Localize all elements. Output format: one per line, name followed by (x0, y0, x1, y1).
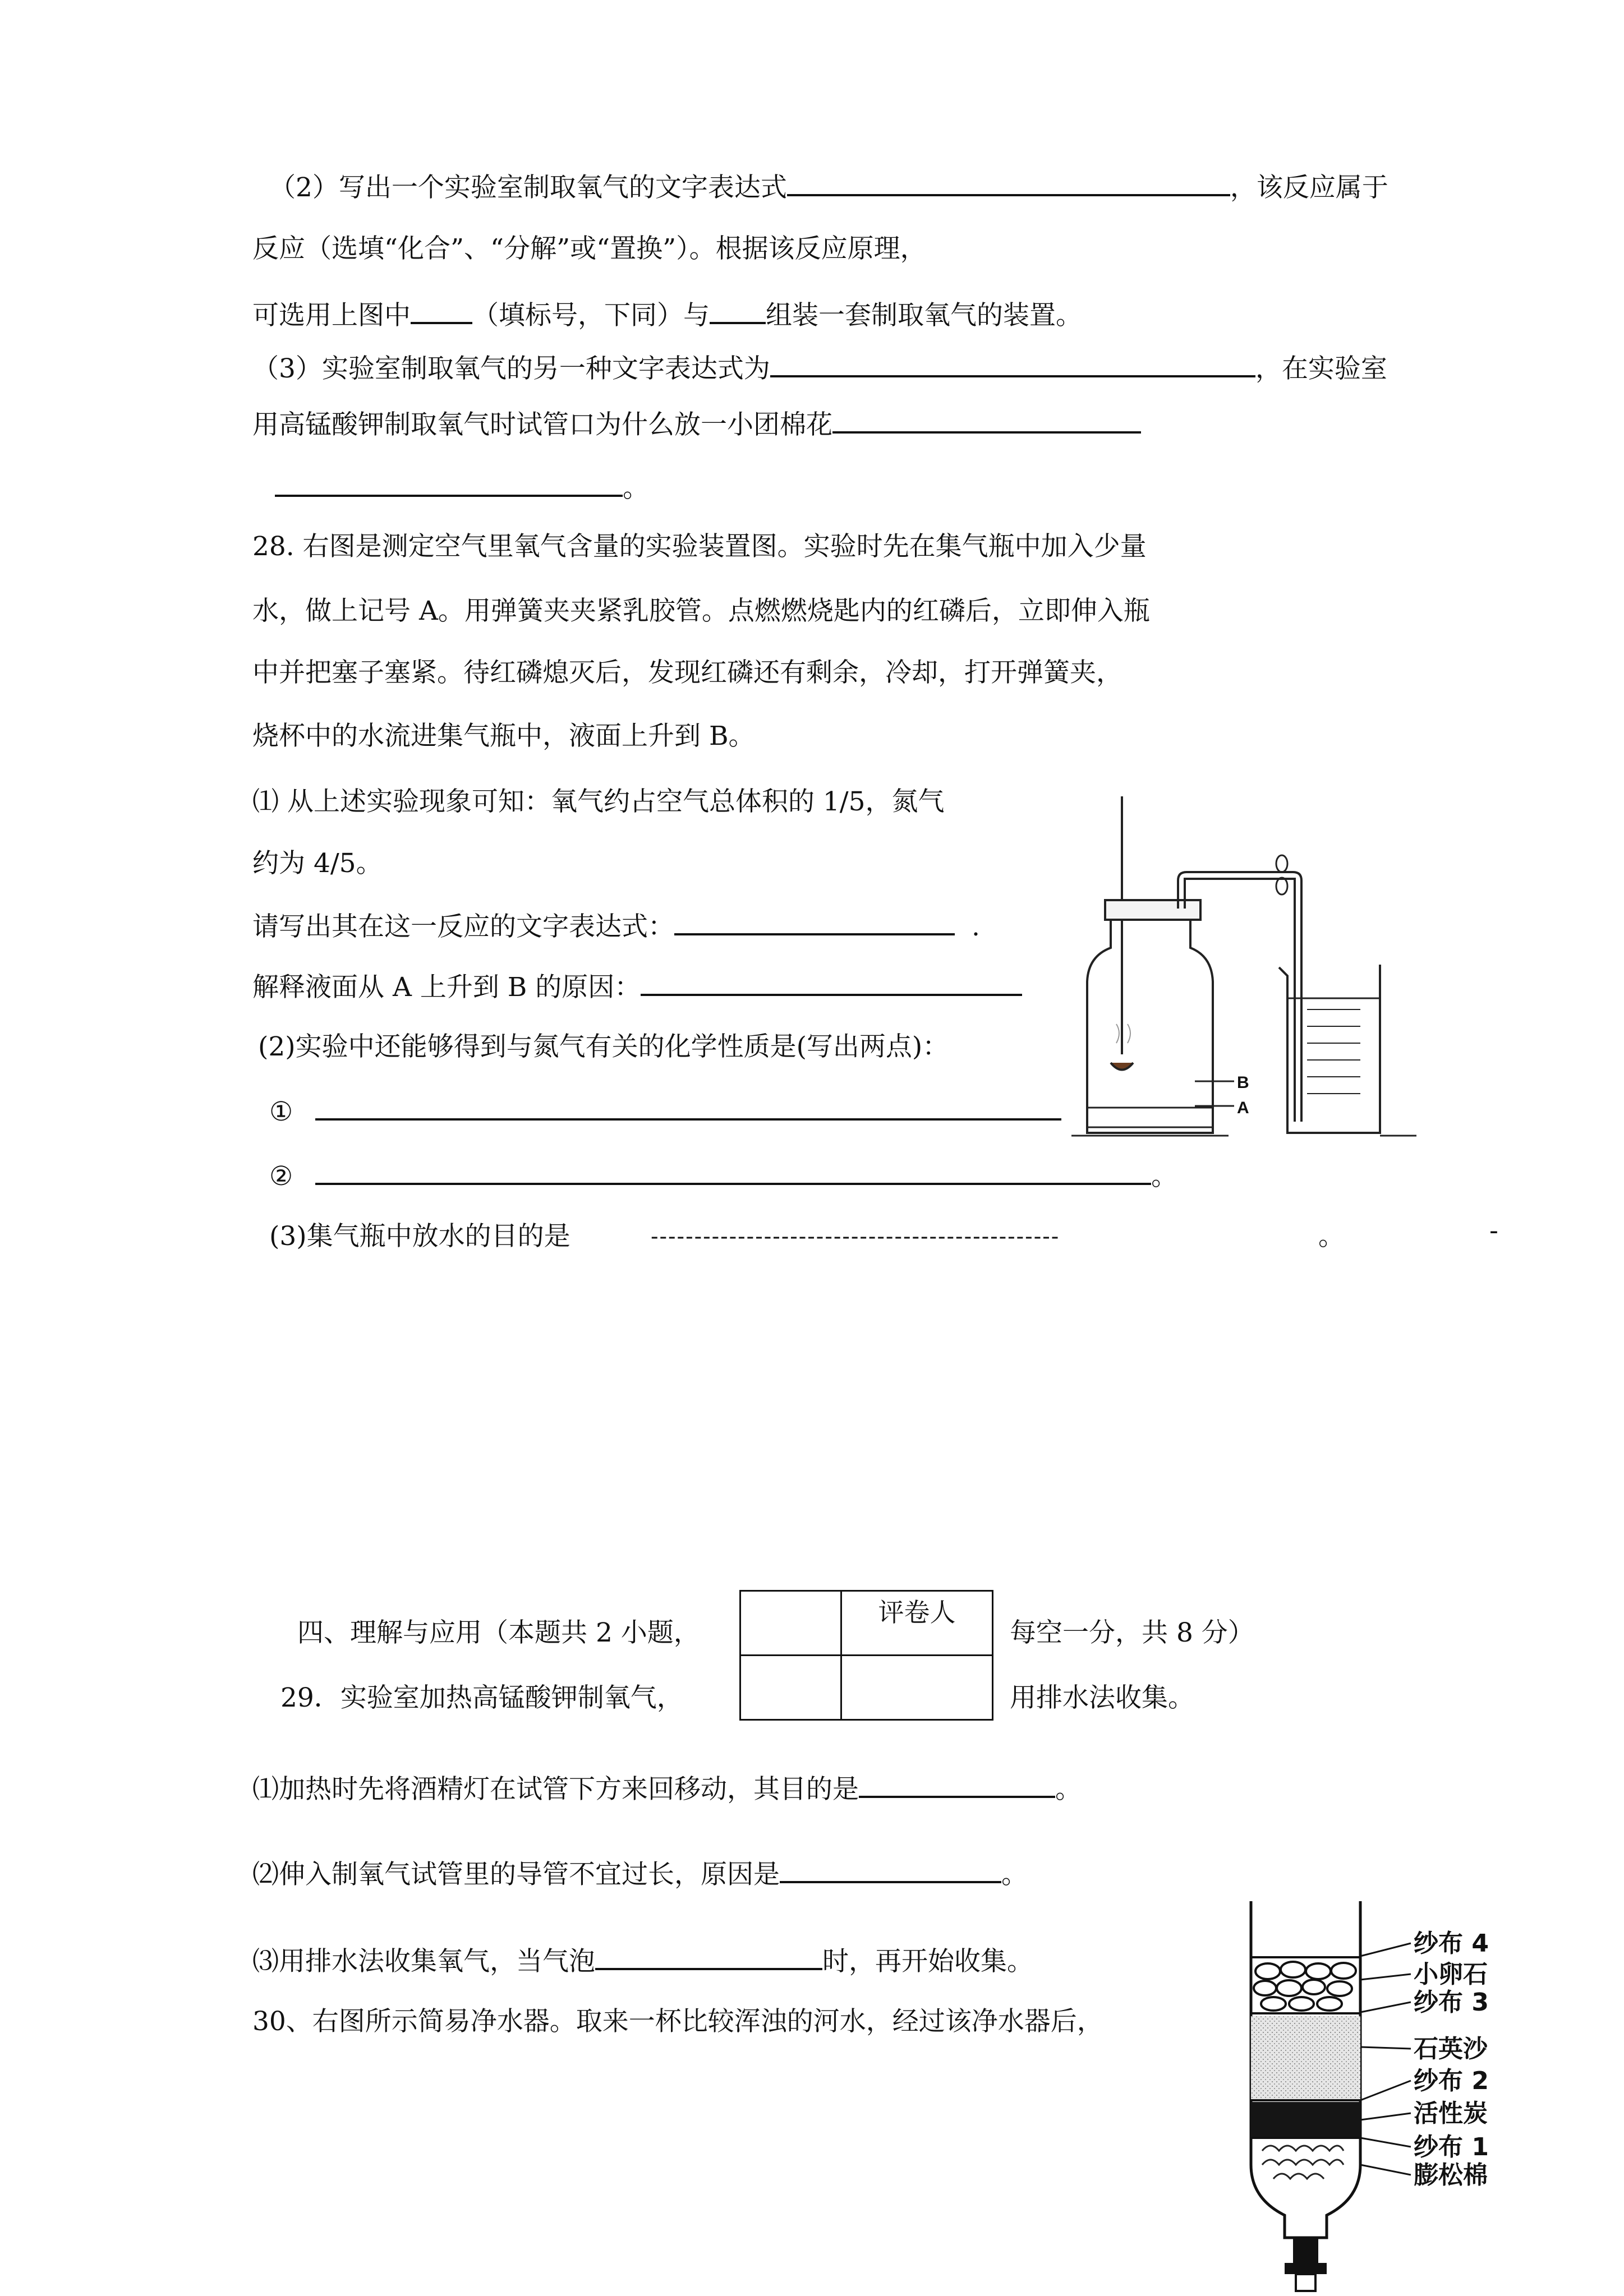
q28-s2-item2 (269, 1158, 1177, 1193)
q27-p2-l3a: 可选用上图中 (252, 300, 411, 331)
q29-stem-left: 29．实验室加热高锰酸钾制氧气， (280, 1682, 683, 1713)
q27-part2-line1 (269, 169, 1388, 205)
q28-s1-line1: ⑴ 从上述实验现象可知：氧气约占空气总体积的 1/5，氮气 (252, 786, 945, 817)
q28-stem-line4: 烧杯中的水流进集气瓶中，液面上升到 B。 (252, 721, 755, 751)
q29-s3b: 时，再开始收集。 (822, 1946, 1033, 1977)
q27-part3-line2 (252, 407, 1141, 442)
q27-p3-l1a: （3）实验室制取氧气的另一种文字表达式为 (252, 353, 770, 384)
label-a: A (1237, 1099, 1249, 1117)
q28-s1-line3 (252, 909, 980, 944)
oxygen-apparatus-figure (1066, 796, 1425, 1144)
label-pebbles: 小卵石 (1414, 1960, 1488, 1989)
q27-part3-line1 (252, 351, 1387, 386)
q27-part2-line2: 反应（选填“化合”、“分解”或“置换”）。根据该反应原理， (252, 233, 927, 264)
answer-blank-5[interactable] (832, 407, 1141, 434)
answer-blank-3[interactable] (710, 297, 766, 324)
grader-cell-score-2[interactable] (740, 1656, 841, 1720)
q28-s3-text: (3)集气瓶中放水的目的是 (269, 1221, 571, 1252)
label-gauze-3: 纱布 3 (1414, 1988, 1489, 2017)
q27-p3-l2: 用高锰酸钾制取氧气时试管口为什么放一小团棉花 (252, 409, 832, 440)
label-gauze-4: 纱布 4 (1414, 1929, 1489, 1958)
section4-title-left: 四、理解与应用（本题共 2 小题， (297, 1617, 700, 1648)
q30-stem: 30、右图所示简易净水器。取来一杯比较浑浊的河水，经过该净水器后， (252, 2006, 1103, 2037)
q28-s3-trail: - (1489, 1215, 1498, 1246)
q29-s2a: ⑵伸入制氧气试管里的导管不宜过长，原因是 (252, 1859, 780, 1890)
q28-s2-item1 (269, 1094, 1061, 1129)
q28-s1-line2: 约为 4/5。 (252, 848, 383, 879)
q27-p2-l3b: （填标号，下同）与 (472, 300, 710, 331)
q27-part2-line3 (252, 297, 1082, 333)
water-purifier-figure (1240, 1901, 1554, 2294)
q28-s1-line4 (252, 969, 1022, 1004)
answer-blank-6[interactable] (275, 470, 623, 497)
circle-one: ① (269, 1096, 293, 1127)
grader-label: 评卷人 (878, 1597, 956, 1628)
answer-blank-4[interactable] (770, 351, 1255, 377)
answer-blank-12[interactable] (780, 1856, 1001, 1883)
q27-p3-l1b: ，在实验室 (1255, 353, 1387, 384)
q28-stem-line3: 中并把塞子塞紧。待红磷熄灭后，发现红磷还有剩余，冷却，打开弹簧夹， (252, 657, 1122, 688)
label-b: B (1237, 1073, 1249, 1092)
q29-s2b: 。 (1001, 1859, 1028, 1890)
grader-cell-score[interactable] (740, 1591, 841, 1656)
q29-s3 (252, 1943, 1033, 1979)
q27-p2-l1b: ，该反应属于 (1230, 172, 1388, 203)
q28-stem-line2: 水，做上记号 A。用弹簧夹夹紧乳胶管。点燃燃烧匙内的红磷后，立即伸入瓶 (252, 596, 1150, 626)
answer-blank-1[interactable] (787, 169, 1230, 196)
answer-blank-7[interactable] (674, 909, 955, 935)
q28-s3-dashes[interactable]: ----------------------------------------------- (651, 1224, 1060, 1250)
answer-blank-8[interactable] (641, 969, 1022, 996)
label-gauze-2: 纱布 2 (1414, 2067, 1489, 2095)
answer-blank-2[interactable] (411, 297, 472, 324)
label-cotton: 膨松棉 (1414, 2161, 1488, 2189)
q29-s3a: ⑶用排水法收集氧气，当气泡 (252, 1946, 595, 1977)
q29-stem-right: 用排水法收集。 (1010, 1682, 1194, 1713)
answer-blank-13[interactable] (595, 1943, 822, 1970)
q28-s2-item2-end: 。 (1151, 1161, 1178, 1192)
q28-s3-end: 。 (1318, 1221, 1345, 1252)
label-activated-carbon: 活性炭 (1414, 2099, 1488, 2128)
section4-title-right: 每空一分，共 8 分） (1010, 1617, 1254, 1648)
q27-p2-l3c: 组装一套制取氧气的装置。 (766, 300, 1082, 331)
circle-two: ② (269, 1161, 293, 1192)
grader-cell-label (841, 1591, 993, 1656)
grader-cell-name[interactable] (841, 1656, 993, 1720)
q28-s1-l4: 解释液面从 A 上升到 B 的原因： (252, 972, 641, 1003)
answer-blank-10[interactable] (315, 1158, 1151, 1185)
answer-blank-11[interactable] (859, 1771, 1055, 1798)
q29-s2 (252, 1856, 1028, 1892)
q29-s1b: 。 (1055, 1774, 1082, 1805)
q28-stem-line1: 28. 右图是测定空气里氧气含量的实验装置图。实验时先在集气瓶中加入少量 (252, 531, 1147, 562)
label-quartz-sand: 石英沙 (1414, 2035, 1488, 2063)
q28-s2-line1: (2)实验中还能够得到与氮气有关的化学性质是(写出两点)： (258, 1031, 949, 1062)
label-gauze-1: 纱布 1 (1414, 2133, 1489, 2161)
q27-p2-l1a: （2）写出一个实验室制取氧气的文字表达式 (269, 172, 787, 203)
grader-table (739, 1590, 993, 1721)
answer-blank-9[interactable] (315, 1094, 1061, 1121)
q29-s1 (252, 1771, 1082, 1806)
q29-s1a: ⑴加热时先将酒精灯在试管下方来回移动，其目的是 (252, 1774, 859, 1805)
q27-part3-line3 (275, 470, 649, 505)
q28-s1-l3: 请写出其在这一反应的文字表达式： (252, 911, 674, 942)
q28-s1-l3-end: . (972, 911, 980, 942)
q27-p3-l3-end: 。 (623, 473, 649, 504)
